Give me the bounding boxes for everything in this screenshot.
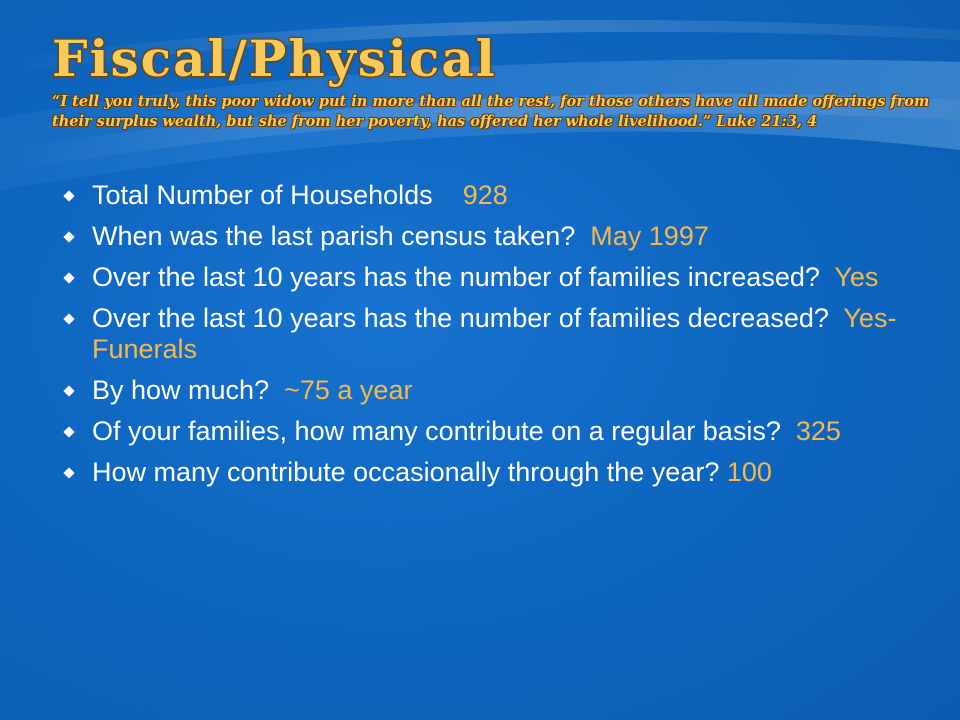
bullet-answer: ~75 a year <box>284 375 413 405</box>
list-item <box>62 180 932 211</box>
bullet-list <box>62 180 932 498</box>
slide-title: Fiscal/Physical <box>52 29 497 88</box>
bullet-answer: 325 <box>795 416 841 446</box>
bullet-answer: May 1997 <box>590 221 709 251</box>
diamond-bullet-icon <box>63 231 74 242</box>
bullet-answer: Yes <box>834 262 879 292</box>
list-item <box>62 221 932 252</box>
bullet-question: How many contribute occasionally through the year? <box>92 457 720 487</box>
bullet-answer: 100 <box>726 457 772 487</box>
bullet-question: By how much? <box>92 375 270 405</box>
bullet-question: Of your families, how many contribute on a regular basis? <box>92 416 781 446</box>
diamond-bullet-icon <box>63 426 74 437</box>
diamond-bullet-icon <box>63 272 74 283</box>
bullet-answer: 928 <box>462 180 508 210</box>
list-item <box>62 303 932 365</box>
scripture-quote: “I tell you truly, this poor widow put in more than all the rest, for those others have all made offerings from their surplus wealth, but she from her poverty, has offered her whole livelihood.” Luke 21:3, 4 <box>52 93 930 130</box>
bullet-answer: Yes-Funerals <box>92 303 897 364</box>
diamond-bullet-icon <box>63 313 74 324</box>
diamond-bullet-icon <box>63 467 74 478</box>
bullet-question: Total Number of Households <box>92 180 433 210</box>
list-item <box>62 457 932 488</box>
bullet-question: Over the last 10 years has the number of families increased? <box>92 262 820 292</box>
diamond-bullet-icon <box>63 190 74 201</box>
bullet-question: Over the last 10 years has the number of families decreased? <box>92 303 829 333</box>
diamond-bullet-icon <box>63 385 74 396</box>
list-item <box>62 262 932 293</box>
title-block <box>52 30 932 132</box>
list-item <box>62 375 932 406</box>
bullet-question: When was the last parish census taken? <box>92 221 576 251</box>
list-item <box>62 416 932 447</box>
